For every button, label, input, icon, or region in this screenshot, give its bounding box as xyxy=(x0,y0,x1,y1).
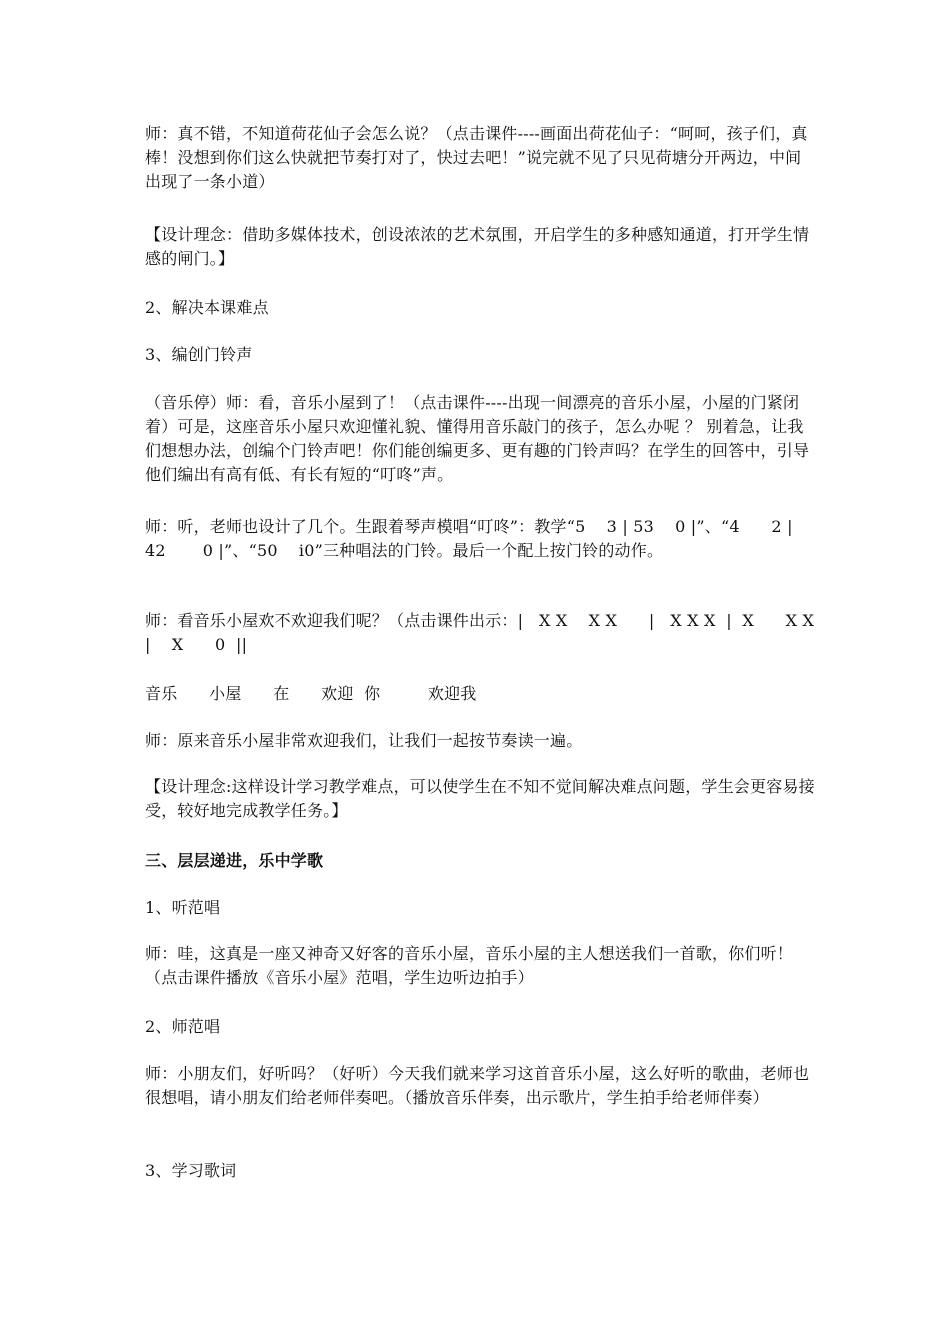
heading-solve-difficulty: 2、解决本课难点 xyxy=(145,298,269,317)
paragraph-music-house-arrival: （音乐停）师：看，音乐小屋到了！（点击课件----出现一间漂亮的音乐小屋，小屋的门紧闭着）可是，这座音乐小屋只欢迎懂礼貌、懂得用音乐敲门的孩子，怎么办呢 ？ 别着急，让我们想想办法，创编个门铃声吧！你们能创编更多、更有趣的门铃声吗？在学生的回答中，引导他们编出有高有低、有长有短的“叮咚”声。 xyxy=(145,393,810,484)
paragraph-doorbell-patterns: 师：听，老师也设计了几个。生跟着琴声模唱“叮咚”：教学“5 3 | 53 0 |”、“4 2 | 42 0 |”、“50 i0”三种唱法的门铃。最后一个配上按门铃的动作。 xyxy=(145,517,798,560)
paragraph-rhythm-display: 师：看音乐小屋欢不欢迎我们呢？（点击课件出示：| X X X X | X X X | X X X | X 0 || xyxy=(145,611,825,654)
heading-learn-lyrics: 3、学习歌词 xyxy=(145,1161,237,1180)
paragraph-design-concept-1: 【设计理念：借助多媒体技术，创设浓浓的艺术氛围，开启学生的多种感知通道，打开学生情感的闸门。】 xyxy=(145,225,810,268)
section-heading-3: 三、层层递进，乐中学歌 xyxy=(145,851,324,870)
paragraph-rhythm-lyrics: 音乐 小屋 在 欢迎 你 欢迎我 xyxy=(145,684,477,703)
paragraph-music-house-song: 师：哇，这真是一座又神奇又好客的音乐小屋，音乐小屋的主人想送我们一首歌，你们听！（点击课件播放《音乐小屋》范唱，学生边听边拍手） xyxy=(145,944,794,987)
heading-compose-doorbell: 3、编创门铃声 xyxy=(145,345,253,364)
paragraph-design-concept-2: 【设计理念:这样设计学习教学难点，可以使学生在不知不觉间解决难点问题，学生会更容易接受，较好地完成教学任务。】 xyxy=(145,777,815,820)
paragraph-teacher-lotus-fairy: 师：真不错，不知道荷花仙子会怎么说？（点击课件----画面出荷花仙子：“呵呵，孩子们，真棒！没想到你们这么快就把节奏打对了，快过去吧！”说完就不见了只见荷塘分开两边，中间出现了一条小道） xyxy=(145,124,808,191)
heading-teacher-demo: 2、师范唱 xyxy=(145,1017,221,1036)
paragraph-teacher-sings: 师：小朋友们，好听吗？（好听）今天我们就来学习这首音乐小屋，这么好听的歌曲，老师也很想唱，请小朋友们给老师伴奏吧。（播放音乐伴奏，出示歌片，学生拍手给老师伴奏） xyxy=(145,1064,810,1107)
paragraph-read-together: 师：原来音乐小屋非常欢迎我们，让我们一起按节奏读一遍。 xyxy=(145,731,583,750)
heading-listen-demo: 1、听范唱 xyxy=(145,898,221,917)
